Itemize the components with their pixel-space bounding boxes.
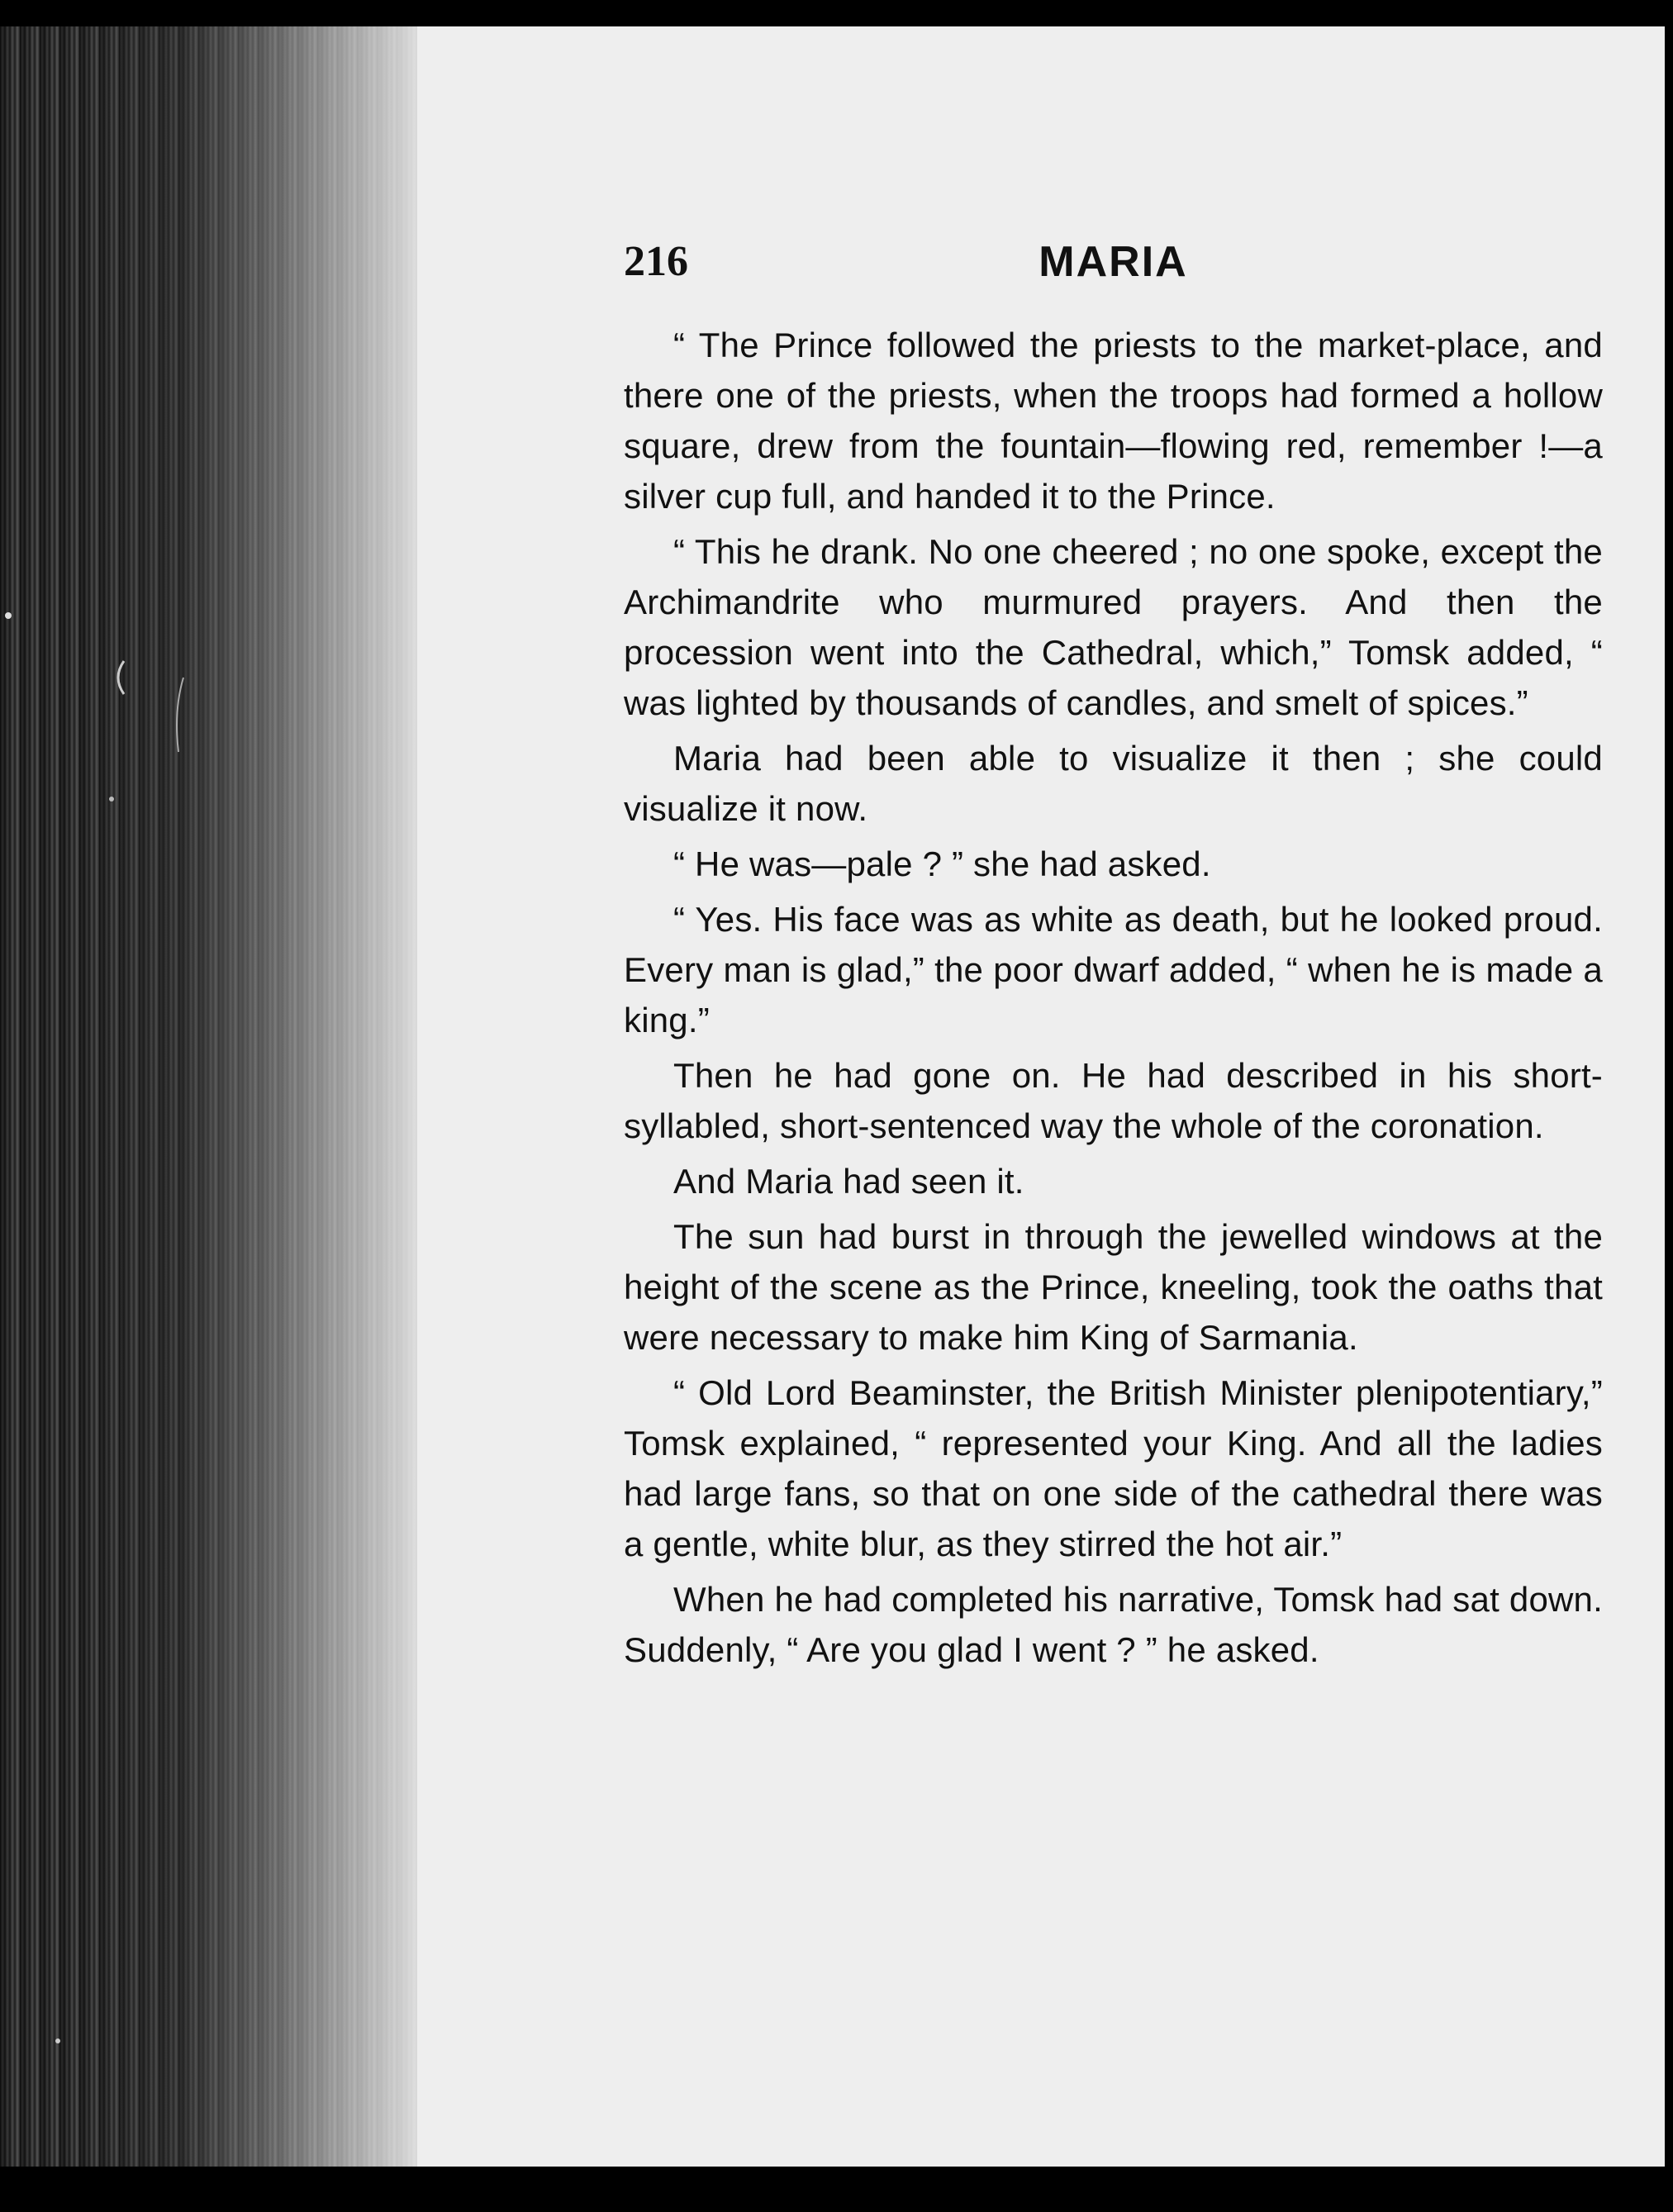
paragraph: Then he had gone on. He had described in his short-syllabled, short-sentenced way the whole of the coronation. [624, 1056, 1603, 1145]
paragraph: And Maria had seen it. [673, 1162, 1024, 1201]
paragraph: “ Yes. His face was as white as death, but he looked proud. Every man is glad,” the poor dwarf added, “ when he is made a king.” [624, 900, 1603, 1039]
paragraph: The sun had burst in through the jewelled windows at the height of the scene as the Prince, kneeling, took the oaths that were necessary to make him King of Sarmania. [624, 1217, 1603, 1357]
paragraph: “ Old Lord Beaminster, the British Minister plenipotentiary,” Tomsk explained, “ represented your King. And all the ladies had large fans, so that on one side of the cathedral there was a gentle, white blur, as they stirred the hot air.” [624, 1373, 1603, 1563]
page-number: 216 [624, 238, 688, 285]
paragraph: “ The Prince followed the priests to the market-place, and there one of the priests, when the troops had formed a hollow square, drew from the fountain—flowing red, remember !—a silver cup full, and handed it to the Prince. [624, 326, 1603, 516]
paragraph: Maria had been able to visualize it then ; she could visualize it now. [624, 739, 1603, 828]
running-title: MARIA [1038, 238, 1188, 286]
paragraph: “ This he drank. No one cheered ; no one spoke, except the Archimandrite who murmured prayers. And then the procession went into the Cathedral, which,” Tomsk added, “ was lighted by thousands of candles, and smelt of spices.” [624, 532, 1603, 722]
paragraph: “ He was—pale ? ” she had asked. [673, 844, 1211, 883]
paragraph: When he had completed his narrative, Tomsk had sat down. Suddenly, “ Are you glad I went ? ” he asked. [624, 1580, 1603, 1669]
bottom-border [0, 2167, 1673, 2212]
